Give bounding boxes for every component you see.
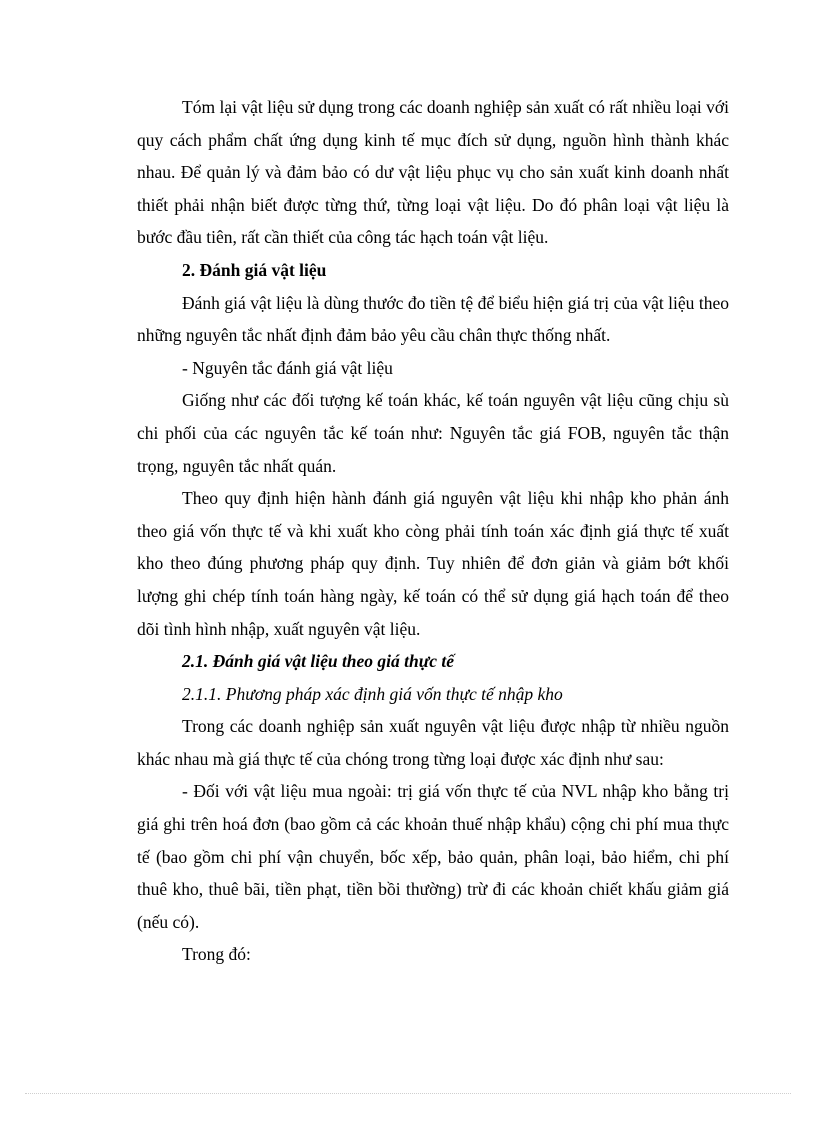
paragraph-summary: Tóm lại vật liệu sử dụng trong các doanh nghiệp sản xuất có rất nhiều loại với quy cách phẩm chất ứng dụng kinh tế mục đích sử dụng, nguồn hình thành khác nhau. Để quản lý và đảm bảo có dư vật liệu phục vụ cho sản xuất kinh doanh nhất thiết phải nhận biết được từng thứ, từng loại vật liệu. Do đó phân loại vật liệu là bước đầu tiên, rất cần thiết của công tác hạch toán vật liệu. <box>137 97 729 248</box>
paragraph-sources: Trong các doanh nghiệp sản xuất nguyên vật liệu được nhập từ nhiều nguồn khác nhau mà giá thực tế của chóng trong từng loại được xác định như sau: <box>137 716 729 769</box>
paragraph-principles: Giống như các đối tượng kế toán khác, kế toán nguyên vật liệu cũng chịu sù chi phối của các nguyên tắc kế toán như: Nguyên tắc giá FOB, nguyên tắc thận trọng, nguyên tắc nhất quán. <box>137 390 729 476</box>
paragraph-regulation: Theo quy định hiện hành đánh giá nguyên vật liệu khi nhập kho phản ánh theo giá vốn thực tế và khi xuất kho còng phải tính toán xác định giá thực tế xuất kho theo đúng phương pháp quy định. Tuy nhiên để đơn giản và giảm bớt khối lượng ghi chép tính toán hàng ngày, kế toán có thể sử dụng giá hạch toán để theo dõi tình hình nhập, xuất nguyên vật liệu. <box>137 488 729 639</box>
section-heading-2: 2. Đánh giá vật liệu <box>182 259 327 280</box>
paragraph-definition: Đánh giá vật liệu là dùng thước đo tiền tệ để biểu hiện giá trị của vật liệu theo những nguyên tắc nhất định đảm bảo yêu cầu chân thực thống nhất. <box>137 292 729 346</box>
page-body <box>137 91 729 971</box>
section-heading-2-1-1: 2.1.1. Phương pháp xác định giá vốn thực tế nhập kho <box>182 683 563 704</box>
bullet-principles: - Nguyên tắc đánh giá vật liệu <box>182 357 393 378</box>
bullet-purchased-materials: - Đối với vật liệu mua ngoài: trị giá vốn thực tế của NVL nhập kho bằng trị giá ghi trên hoá đơn (bao gồm cả các khoản thuế nhập khẩu) cộng chi phí mua thực tế (bao gồm chi phí vận chuyển, bốc xếp, bảo quản, phân loại, bảo hiểm, chi phí thuê kho, thuê bãi, tiền phạt, tiền bồi thường) trừ đi các khoản chiết khấu giảm giá (nếu có). <box>137 781 729 932</box>
paragraph-where: Trong đó: <box>182 944 251 965</box>
section-heading-2-1: 2.1. Đánh giá vật liệu theo giá thực tế <box>182 651 455 672</box>
page-bottom-divider <box>25 1093 791 1094</box>
